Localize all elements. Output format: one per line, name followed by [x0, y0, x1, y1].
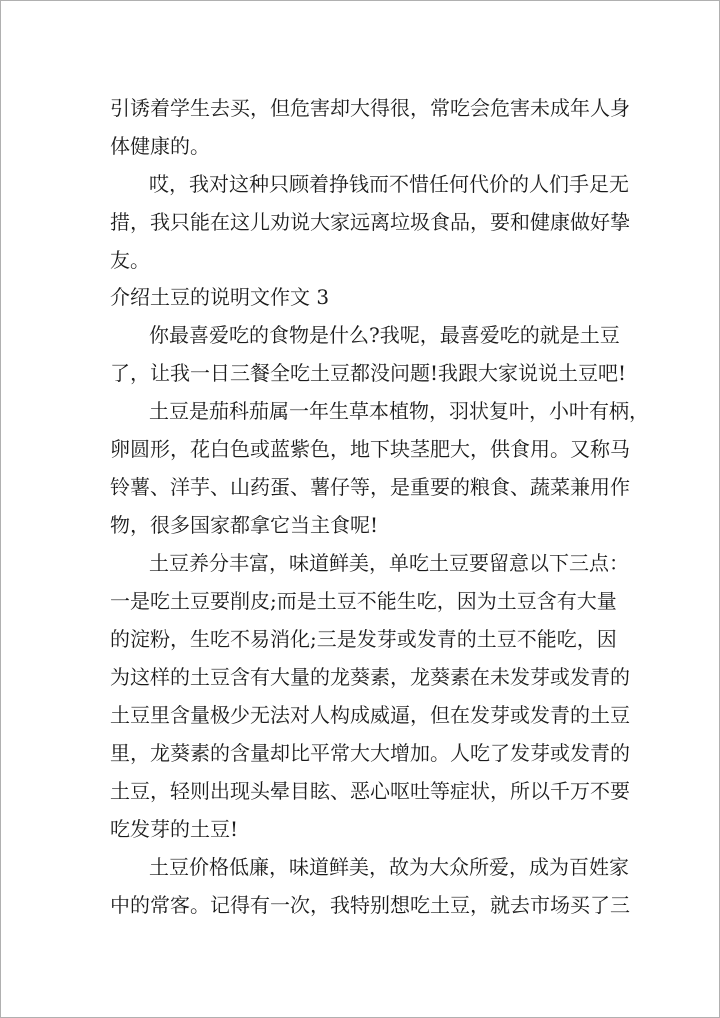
- text-line: 土豆，轻则出现头晕目眩、恶心呕吐等症状，所以千万不要: [110, 779, 630, 803]
- text-line: 引诱着学生去买，但危害却大得很，常吃会危害未成年人身: [110, 96, 630, 120]
- text-line: 的淀粉，生吃不易消化;三是发芽或发青的土豆不能吃，因: [110, 627, 617, 651]
- text-line: 体健康的。: [110, 134, 210, 158]
- text-line: 物，很多国家都拿它当主食呢!: [110, 513, 379, 537]
- text-line: 土豆是茄科茄属一年生草本植物，羽状复叶，小叶有柄，: [149, 399, 649, 423]
- text-line: 里，龙葵素的含量却比平常大大增加。人吃了发芽或发青的: [110, 741, 630, 765]
- text-line: 友。: [110, 248, 150, 272]
- text-line: 了，让我一日三餐全吃土豆都没问题!我跟大家说说土豆吧!: [110, 361, 627, 385]
- text-line: 一是吃土豆要削皮;而是土豆不能生吃，因为土豆含有大量: [110, 589, 617, 613]
- text-line: 土豆养分丰富，味道鲜美，单吃土豆要留意以下三点：: [149, 551, 629, 575]
- section-heading: 介绍土豆的说明文作文 3: [110, 285, 330, 309]
- text-line: 土豆里含量极少无法对人构成威逼，但在发芽或发青的土豆: [110, 703, 630, 727]
- text-line: 吃发芽的土豆!: [110, 817, 239, 841]
- text-line: 卵圆形，花白色或蓝紫色，地下块茎肥大，供食用。又称马: [110, 437, 630, 461]
- text-line: 中的常客。记得有一次，我特别想吃土豆，就去市场买了三: [110, 893, 630, 917]
- text-line: 哎，我对这种只顾着挣钱而不惜任何代价的人们手足无: [149, 172, 629, 196]
- text-line: 你最喜爱吃的食物是什么?我呢，最喜爱吃的就是土豆: [149, 323, 620, 347]
- text-line: 措，我只能在这儿劝说大家远离垃圾食品，要和健康做好挚: [110, 210, 630, 234]
- text-line: 铃薯、洋芋、山药蛋、薯仔等，是重要的粮食、蔬菜兼用作: [110, 475, 630, 499]
- text-line: 土豆价格低廉，味道鲜美，故为大众所爱，成为百姓家: [149, 855, 629, 879]
- text-line: 为这样的土豆含有大量的龙葵素，龙葵素在未发芽或发青的: [110, 665, 630, 689]
